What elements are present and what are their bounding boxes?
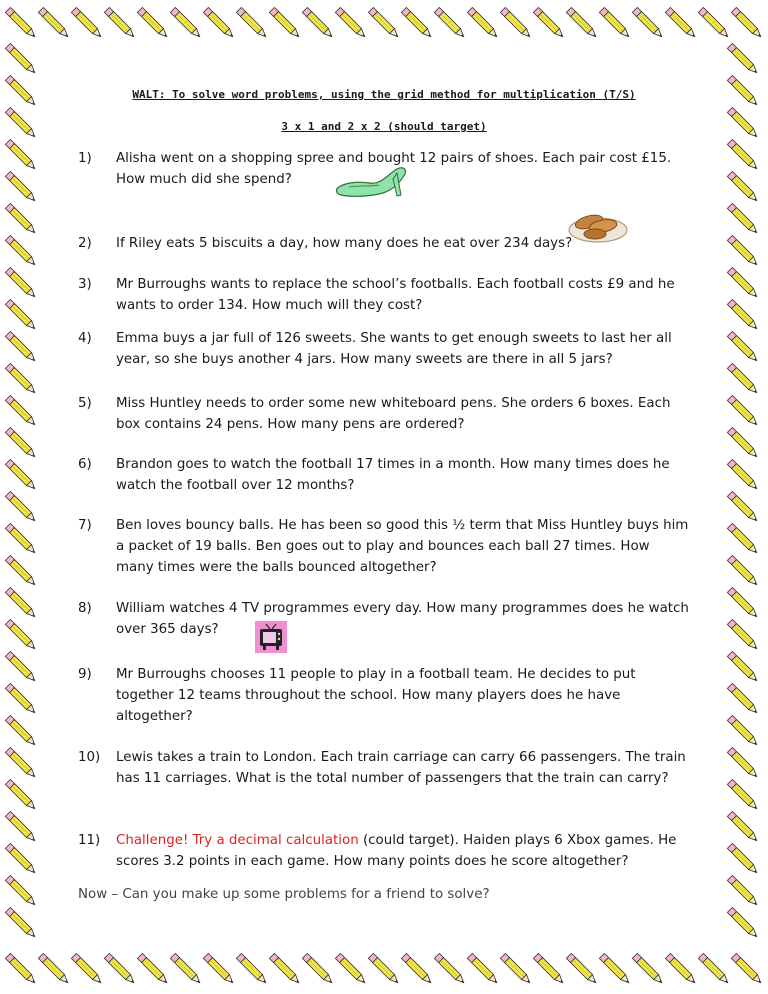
pencil-icon bbox=[727, 651, 759, 683]
pencil-icon bbox=[5, 363, 37, 395]
pencil-icon bbox=[5, 779, 37, 811]
pencil-icon bbox=[727, 299, 759, 331]
pencil-icon bbox=[727, 715, 759, 747]
page-subtitle: 3 x 1 and 2 x 2 (should target) bbox=[281, 120, 487, 133]
pencil-icon bbox=[632, 7, 664, 39]
pencil-icon bbox=[5, 459, 37, 491]
pencil-icon bbox=[533, 953, 565, 985]
pencil-icon bbox=[5, 953, 37, 985]
pencil-icon bbox=[170, 7, 202, 39]
pencil-icon bbox=[632, 953, 664, 985]
pencil-icon bbox=[599, 953, 631, 985]
pencil-icon bbox=[727, 523, 759, 555]
pencil-icon bbox=[727, 43, 759, 75]
biscuits-icon bbox=[567, 206, 629, 244]
pencil-icon bbox=[727, 843, 759, 875]
question-2: 2) If Riley eats 5 biscuits a day, how many does he eat over 234 days? bbox=[78, 236, 573, 251]
pencil-icon bbox=[5, 875, 37, 907]
question-8: 8) William watches 4 TV programmes every day. How many programmes does he watch over 365 days? bbox=[78, 601, 689, 637]
pencil-icon bbox=[665, 953, 697, 985]
pencil-icon bbox=[236, 7, 268, 39]
question-3: 3) Mr Burroughs wants to replace the school’s footballs. Each football costs £9 and he wants to order 134. How much will they cost? bbox=[78, 277, 675, 313]
pencil-icon bbox=[5, 203, 37, 235]
pencil-icon bbox=[727, 811, 759, 843]
pencil-icon bbox=[727, 779, 759, 811]
pencil-icon bbox=[71, 953, 103, 985]
pencil-icon bbox=[727, 555, 759, 587]
pencil-icon bbox=[698, 7, 730, 39]
pencil-icon bbox=[5, 555, 37, 587]
pencil-icon bbox=[5, 427, 37, 459]
pencil-icon bbox=[104, 953, 136, 985]
pencil-icon bbox=[500, 953, 532, 985]
pencil-icon bbox=[731, 953, 763, 985]
footer-prompt: Now – Can you make up some problems for a friend to solve? bbox=[78, 887, 490, 902]
pencil-icon bbox=[5, 7, 37, 39]
pencil-icon bbox=[5, 331, 37, 363]
pencil-icon bbox=[727, 459, 759, 491]
pencil-icon bbox=[401, 953, 433, 985]
question-7: 7) Ben loves bouncy balls. He has been so good this ½ term that Miss Huntley buys him a packet of 19 balls. Ben goes out to play and bounces each ball 27 times. How many times were the balls bounced altogether? bbox=[78, 518, 689, 575]
pencil-icon bbox=[5, 139, 37, 171]
pencil-icon bbox=[5, 715, 37, 747]
pencil-icon bbox=[38, 7, 70, 39]
pencil-icon bbox=[599, 7, 631, 39]
pencil-icon bbox=[727, 267, 759, 299]
pencil-icon bbox=[302, 953, 334, 985]
pencil-icon bbox=[467, 953, 499, 985]
question-11: 11) Challenge! Try a decimal calculation (could target). Haiden plays 6 Xbox games. He scores 3.2 points in each game. How many points does he score altogether? bbox=[78, 833, 677, 869]
pencil-icon bbox=[269, 953, 301, 985]
pencil-icon bbox=[236, 953, 268, 985]
pencil-icon bbox=[727, 491, 759, 523]
pencil-icon bbox=[727, 203, 759, 235]
pencil-icon bbox=[5, 43, 37, 75]
pencil-icon bbox=[727, 587, 759, 619]
pencil-icon bbox=[727, 747, 759, 779]
pencil-icon bbox=[5, 683, 37, 715]
pencil-icon bbox=[5, 75, 37, 107]
question-10: 10) Lewis takes a train to London. Each train carriage can carry 66 passengers. The train has 11 carriages. What is the total number of passengers that the train can carry? bbox=[78, 750, 686, 786]
question-1: 1) Alisha went on a shopping spree and bought 12 pairs of shoes. Each pair cost £15. How much did she spend? bbox=[78, 151, 672, 187]
pencil-icon bbox=[727, 235, 759, 267]
pencil-icon bbox=[5, 267, 37, 299]
pencil-icon bbox=[727, 75, 759, 107]
pencil-icon bbox=[38, 953, 70, 985]
pencil-icon bbox=[5, 651, 37, 683]
pencil-icon bbox=[434, 953, 466, 985]
pencil-icon bbox=[203, 7, 235, 39]
pencil-icon bbox=[104, 7, 136, 39]
pencil-icon bbox=[727, 683, 759, 715]
pencil-icon bbox=[335, 953, 367, 985]
pencil-icon bbox=[727, 331, 759, 363]
pencil-icon bbox=[727, 171, 759, 203]
pencil-icon bbox=[727, 139, 759, 171]
pencil-icon bbox=[5, 843, 37, 875]
page-title: WALT: To solve word problems, using the grid method for multiplication (T/S) bbox=[132, 88, 636, 101]
pencil-icon bbox=[269, 7, 301, 39]
pencil-icon bbox=[5, 491, 37, 523]
challenge-label: Challenge! Try a decimal calculation bbox=[116, 833, 359, 848]
pencil-icon bbox=[401, 7, 433, 39]
pencil-icon bbox=[137, 953, 169, 985]
pencil-icon bbox=[731, 7, 763, 39]
pencil-icon bbox=[137, 7, 169, 39]
pencil-icon bbox=[5, 747, 37, 779]
pencil-icon bbox=[566, 7, 598, 39]
pencil-icon bbox=[203, 953, 235, 985]
pencil-icon bbox=[302, 7, 334, 39]
question-5: 5) Miss Huntley needs to order some new whiteboard pens. She orders 6 boxes. Each box contains 24 pens. How many pens are ordered? bbox=[78, 396, 671, 432]
question-9: 9) Mr Burroughs chooses 11 people to play in a football team. He decides to put together 12 teams throughout the school. How many players does he have altogether? bbox=[78, 667, 636, 724]
pencil-icon bbox=[434, 7, 466, 39]
pencil-icon bbox=[5, 235, 37, 267]
pencil-icon bbox=[5, 395, 37, 427]
pencil-icon bbox=[727, 395, 759, 427]
pencil-icon bbox=[727, 427, 759, 459]
pencil-icon bbox=[5, 587, 37, 619]
pencil-icon bbox=[71, 7, 103, 39]
pencil-icon bbox=[5, 811, 37, 843]
pencil-icon bbox=[368, 7, 400, 39]
pencil-icon bbox=[5, 107, 37, 139]
pencil-icon bbox=[5, 907, 37, 939]
pencil-icon bbox=[533, 7, 565, 39]
pencil-icon bbox=[5, 299, 37, 331]
pencil-icon bbox=[500, 7, 532, 39]
pencil-icon bbox=[5, 523, 37, 555]
pencil-icon bbox=[566, 953, 598, 985]
pencil-icon bbox=[727, 107, 759, 139]
pencil-icon bbox=[727, 907, 759, 939]
pencil-icon bbox=[698, 953, 730, 985]
shoe-icon bbox=[335, 165, 411, 201]
pencil-icon bbox=[727, 363, 759, 395]
pencil-icon bbox=[467, 7, 499, 39]
question-6: 6) Brandon goes to watch the football 17 times in a month. How many times does he watch the football over 12 months? bbox=[78, 457, 670, 493]
pencil-icon bbox=[170, 953, 202, 985]
pencil-icon bbox=[335, 7, 367, 39]
pencil-icon bbox=[368, 953, 400, 985]
pencil-icon bbox=[727, 875, 759, 907]
pencil-icon bbox=[5, 171, 37, 203]
question-4: 4) Emma buys a jar full of 126 sweets. She wants to get enough sweets to last her all year, so she buys another 4 jars. How many sweets are there in all 5 jars? bbox=[78, 331, 672, 367]
pencil-icon bbox=[727, 619, 759, 651]
tv-icon bbox=[255, 621, 287, 653]
pencil-icon bbox=[665, 7, 697, 39]
pencil-icon bbox=[5, 619, 37, 651]
